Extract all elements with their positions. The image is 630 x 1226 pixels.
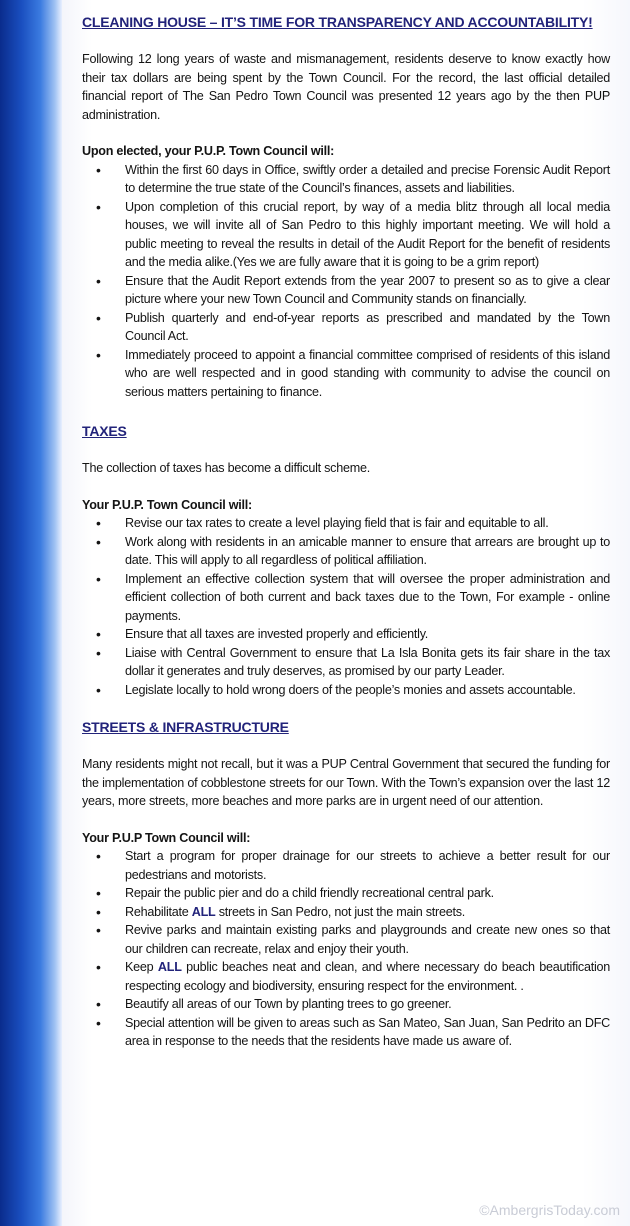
section-lead-streets: Your P.U.P Town Council will: bbox=[82, 830, 251, 845]
section-title-cleaning-house: CLEANING HOUSE – IT’S TIME FOR TRANSPARENCY AND ACCOUNTABILITY! bbox=[82, 14, 593, 30]
emphasis-all: ALL bbox=[191, 904, 216, 919]
list-item: • Special attention will be given to areas such as San Mateo, San Juan, San Pedrito an DFC area in response to the needs that the residents have made us aware of. bbox=[82, 1014, 610, 1051]
list-item: • Revive parks and maintain existing parks and playgrounds and create new ones so that our children can recreate, relax and enjoy their youth. bbox=[82, 921, 610, 958]
section-intro-taxes: The collection of taxes has become a difficult scheme. bbox=[82, 461, 370, 475]
list-item: • Ensure that the Audit Report extends from the year 2007 to present so as to give a clear picture where your new Town Council and Community stands on financially. bbox=[82, 272, 610, 309]
bullet-list-taxes bbox=[82, 514, 610, 699]
list-item: • Liaise with Central Government to ensure that La Isla Bonita gets its fair share in the tax dollar it generates and truly deserves, as promised by our party Leader. bbox=[82, 644, 610, 681]
list-item-text: Keep bbox=[125, 960, 158, 974]
list-item: • Start a program for proper drainage for our streets to achieve a better result for our pedestrians and motorists. bbox=[82, 847, 610, 884]
list-item: • Upon completion of this crucial report, by way of a media blitz through all local media houses, we will invite all of San Pedro to this highly important meeting. We will hold a public meeting to reveal the results in detail of the Audit Report for the benefit of residents and the media alike.(Yes we are fully aware that it is going to be a grim report) bbox=[82, 198, 610, 272]
list-item: • Beautify all areas of our Town by planting trees to go greener. bbox=[82, 995, 610, 1014]
list-item bbox=[82, 958, 610, 995]
list-item bbox=[82, 903, 610, 922]
list-item: • Repair the public pier and do a child friendly recreational central park. bbox=[82, 884, 610, 903]
list-item: • Implement an effective collection system that will oversee the proper administration and efficient collection of both current and back taxes due to the Town, For example - online payments. bbox=[82, 570, 610, 626]
blue-side-band bbox=[0, 0, 62, 1226]
list-item-text: Rehabilitate bbox=[125, 904, 192, 919]
list-item-text: streets in San Pedro, not just the main streets. bbox=[215, 904, 466, 919]
section-intro-streets: Many residents might not recall, but it was a PUP Central Government that secured the funding for the implementation of cobblestone streets for our Town. With the Town’s expansion over the last 12 years, more streets, more beaches and more parks are in urgent need of our attention. bbox=[82, 757, 610, 808]
section-title-taxes: TAXES bbox=[82, 423, 127, 439]
list-item: • Publish quarterly and end-of-year reports as prescribed and mandated by the Town Council Act. bbox=[82, 309, 610, 346]
emphasis-all: ALL bbox=[157, 960, 182, 974]
list-item: • Revise our tax rates to create a level playing field that is fair and equitable to all. bbox=[82, 514, 610, 533]
bullet-list-cleaning-house bbox=[82, 161, 610, 402]
watermark-text: ©AmbergrisToday.com bbox=[479, 1202, 620, 1218]
section-title-streets: STREETS & INFRASTRUCTURE bbox=[82, 719, 289, 735]
section-lead-taxes: Your P.U.P. Town Council will: bbox=[82, 497, 252, 512]
document-page bbox=[62, 0, 630, 1226]
section-intro-cleaning-house: Following 12 long years of waste and mismanagement, residents deserve to know exactly how their tax dollars are being spent by the Town Council. For the record, the last official detailed financial report of The San Pedro Town Council was presented 12 years ago by the then PUP administration. bbox=[82, 52, 610, 122]
list-item: • Within the first 60 days in Office, swiftly order a detailed and precise Forensic Audit Report to determine the true state of the Council’s finances, assets and liabilities. bbox=[82, 161, 610, 198]
list-item-text: public beaches neat and clean, and where necessary do beach beautification respecting ecology and biodiversity, ensuring respect for the environment. . bbox=[125, 960, 610, 993]
list-item: • Immediately proceed to appoint a financial committee comprised of residents of this island who are well respected and in good standing with community to advise the council on serious matters pertaining to finance. bbox=[82, 346, 610, 402]
list-item: • Legislate locally to hold wrong doers of the people’s monies and assets accountable. bbox=[82, 681, 610, 700]
bullet-list-streets bbox=[82, 847, 610, 1051]
list-item: • Ensure that all taxes are invested properly and efficiently. bbox=[82, 625, 610, 644]
section-lead-cleaning-house: Upon elected, your P.U.P. Town Council will: bbox=[82, 144, 335, 158]
list-item: • Work along with residents in an amicable manner to ensure that arrears are brought up to date. This will apply to all regardless of political affiliation. bbox=[82, 533, 610, 570]
document-content bbox=[82, 12, 610, 1051]
